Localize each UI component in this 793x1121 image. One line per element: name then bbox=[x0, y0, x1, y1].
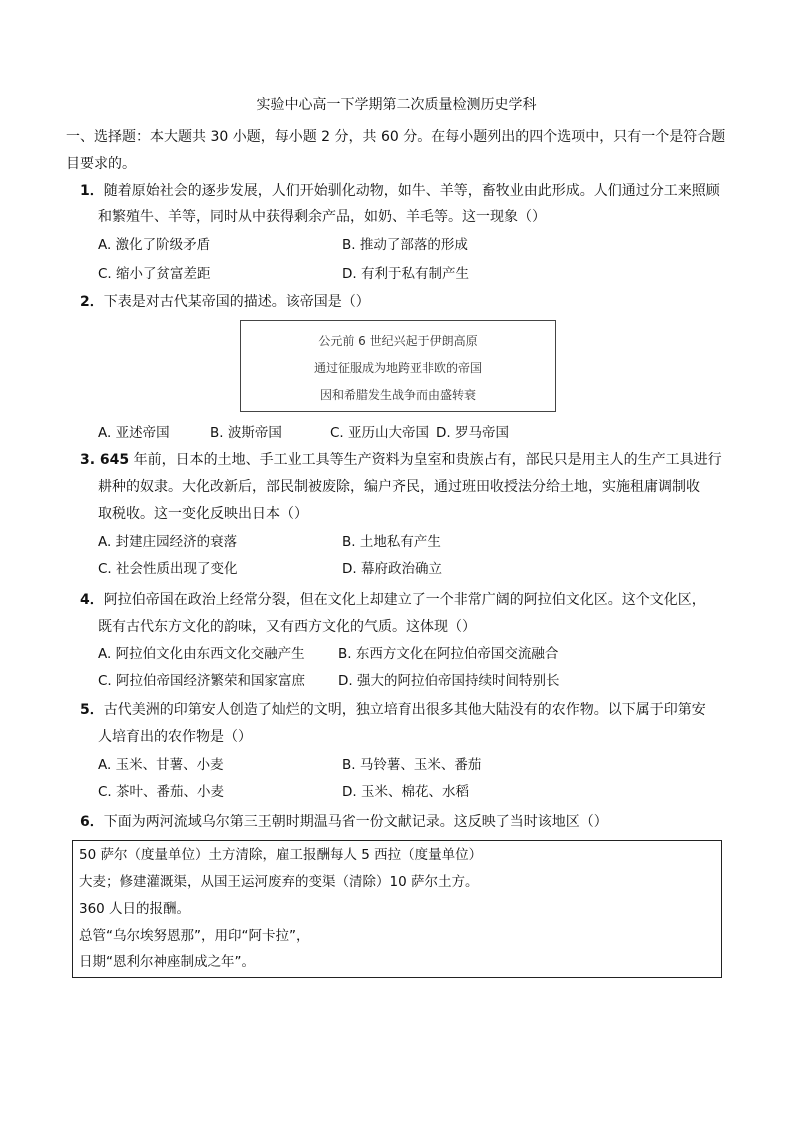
question-6-number: 6． bbox=[80, 814, 104, 830]
question-1-option-c[interactable]: C. 缩小了贫富差距 bbox=[98, 266, 211, 282]
question-2-line1 bbox=[80, 293, 370, 311]
question-3-text: 年前，日本的土地、手工业工具等生产资料为皇室和贵族占有，部民只是用主人的生产工具进行 bbox=[129, 452, 722, 468]
question-3-line1 bbox=[80, 451, 722, 469]
question-6-document-box bbox=[72, 840, 722, 978]
section-instructions-line1: 一、选择题：本大题共 30 小题，每小题 2 分，共 60 分。在每小题列出的四个选项中，只有一个是符合题 bbox=[66, 129, 726, 145]
question-2-text: 下表是对古代某帝国的描述。该帝国是（） bbox=[103, 294, 370, 310]
question-2-option-b[interactable]: B. 波斯帝国 bbox=[210, 425, 282, 441]
question-5-line2: 人培育出的农作物是（） bbox=[98, 729, 252, 745]
question-3-option-a[interactable]: A. 封建庄园经济的衰落 bbox=[98, 534, 238, 550]
question-2-info-box bbox=[240, 320, 556, 412]
question-3-option-c[interactable]: C. 社会性质出现了变化 bbox=[98, 561, 238, 577]
question-3-option-b[interactable]: B. 土地私有产生 bbox=[342, 534, 441, 550]
question-4-line2: 既有古代东方文化的韵味，又有西方文化的气质。这体现（） bbox=[98, 619, 476, 635]
question-5-option-d[interactable]: D. 玉米、棉花、水稻 bbox=[342, 784, 469, 800]
question-6-text: 下面为两河流域乌尔第三王朝时期温马省一份文献记录。这反映了当时该地区（） bbox=[103, 814, 608, 830]
question-2-box-line1: 公元前 6 世纪兴起于伊朗高原 bbox=[318, 334, 478, 348]
question-3-line3: 取税收。这一变化反映出日本（） bbox=[98, 506, 308, 522]
question-6-doc-line3: 360 人日的报酬。 bbox=[79, 901, 191, 917]
question-3-line2: 耕种的奴隶。大化改新后，部民制被废除，编户齐民，通过班田收授法分给土地，实施租庸调制收 bbox=[98, 479, 700, 495]
question-6-line1 bbox=[80, 813, 608, 831]
exam-title: 实验中心高一下学期第二次质量检测历史学科 bbox=[256, 97, 537, 113]
question-1-option-a[interactable]: A. 激化了阶级矛盾 bbox=[98, 237, 211, 253]
question-1-line2: 和繁殖牛、羊等，同时从中获得剩余产品，如奶、羊毛等。这一现象（） bbox=[98, 209, 546, 225]
question-5-number: 5． bbox=[80, 702, 104, 718]
question-2-box-line2: 通过征服成为地跨亚非欧的帝国 bbox=[313, 361, 482, 375]
question-6-doc-line5: 日期“恩利尔神座制成之年”。 bbox=[79, 954, 255, 970]
question-1-line1 bbox=[80, 182, 720, 200]
question-5-option-b[interactable]: B. 马铃薯、玉米、番茄 bbox=[342, 757, 482, 773]
question-2-option-d[interactable]: D. 罗马帝国 bbox=[436, 425, 509, 441]
question-5-option-a[interactable]: A. 玉米、甘薯、小麦 bbox=[98, 757, 224, 773]
question-5-option-c[interactable]: C. 茶叶、番茄、小麦 bbox=[98, 784, 225, 800]
question-4-option-b[interactable]: B. 东西方文化在阿拉伯帝国交流融合 bbox=[338, 646, 559, 662]
question-4-option-a[interactable]: A. 阿拉伯文化由东西文化交融产生 bbox=[98, 646, 305, 662]
question-4-text: 阿拉伯帝国在政治上经常分裂，但在文化上却建立了一个非常广阔的阿拉伯文化区。这个文化区， bbox=[103, 592, 706, 608]
question-1-text: 随着原始社会的逐步发展，人们开始驯化动物，如牛、羊等，畜牧业由此形成。人们通过分工来照顾 bbox=[103, 183, 720, 199]
question-6-doc-line2: 大麦；修建灌溉渠，从国王运河废弃的变渠（清除）10 萨尔土方。 bbox=[79, 874, 479, 890]
question-6-doc-line1: 50 萨尔（度量单位）土方清除，雇工报酬每人 5 西拉（度量单位） bbox=[79, 847, 483, 863]
question-1-number: 1． bbox=[80, 183, 104, 199]
question-4-option-d[interactable]: D. 强大的阿拉伯帝国持续时间特别长 bbox=[338, 673, 560, 689]
question-4-line1 bbox=[80, 591, 706, 609]
question-2-box-line3: 因和希腊发生战争而由盛转衰 bbox=[319, 388, 476, 402]
question-5-text: 古代美洲的印第安人创造了灿烂的文明，独立培育出很多其他大陆没有的农作物。以下属于印第安 bbox=[103, 702, 706, 718]
question-3-number: 3. 645 bbox=[80, 452, 130, 468]
question-2-option-c[interactable]: C. 亚历山大帝国 bbox=[330, 425, 430, 441]
question-2-number: 2． bbox=[80, 294, 104, 310]
question-6-doc-line4: 总管“乌尔埃努恩那”，用印“阿卡拉”， bbox=[79, 928, 310, 944]
question-1-option-d[interactable]: D. 有利于私有制产生 bbox=[342, 266, 469, 282]
question-2-option-a[interactable]: A. 亚述帝国 bbox=[98, 425, 170, 441]
question-4-number: 4． bbox=[80, 592, 104, 608]
question-5-line1 bbox=[80, 701, 706, 719]
question-1-option-b[interactable]: B. 推动了部落的形成 bbox=[342, 237, 468, 253]
question-4-option-c[interactable]: C. 阿拉伯帝国经济繁荣和国家富庶 bbox=[98, 673, 306, 689]
section-instructions-line2: 目要求的。 bbox=[66, 156, 136, 172]
question-3-option-d[interactable]: D. 幕府政治确立 bbox=[342, 561, 442, 577]
